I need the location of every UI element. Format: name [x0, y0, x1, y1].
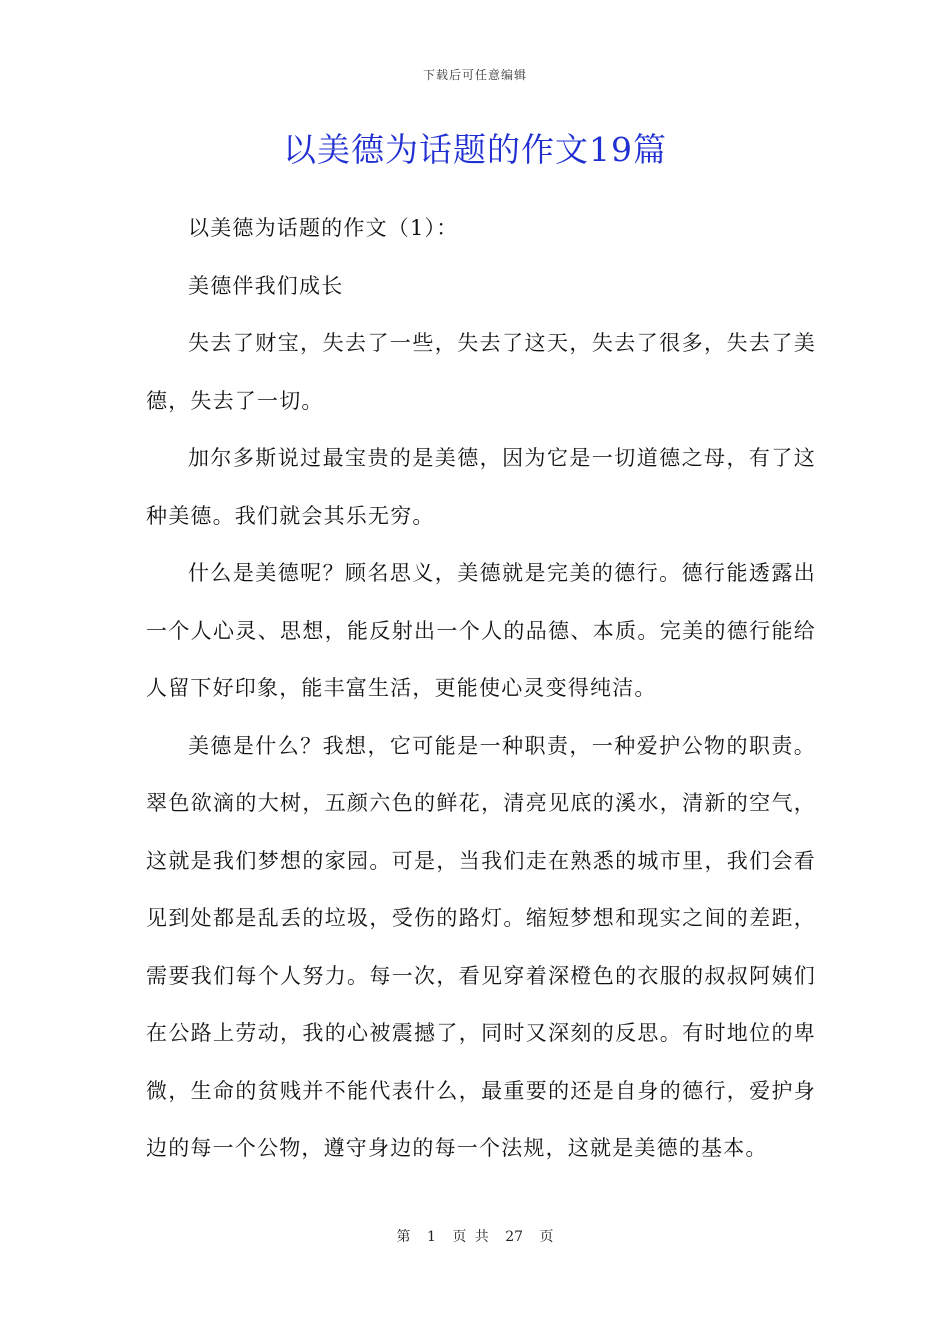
footer-middle: 页 共	[452, 1229, 489, 1245]
paragraph: 什么是美德呢？顾名思义，美德就是完美的德行。德行能透露出一个人心灵、思想，能反射出一个人的品德、本质。完美的德行能给人留下好印象，能丰富生活，更能使心灵变得纯洁。	[146, 561, 816, 700]
footer-suffix: 页	[539, 1229, 554, 1245]
header-note: 下载后可任意编辑	[422, 68, 527, 82]
footer-total-pages: 27	[505, 1229, 524, 1245]
paragraph: 失去了财宝，失去了一些，失去了这天，失去了很多，失去了美德，失去了一切。	[146, 331, 816, 413]
page-footer	[0, 1226, 950, 1246]
paragraph-subtitle: 美德伴我们成长	[188, 273, 344, 298]
paragraph: 美德是什么？我想，它可能是一种职责，一种爱护公物的职责。翠色欲滴的大树，五颜六色的鲜花，清亮见底的溪水，清新的空气，这就是我们梦想的家园。可是，当我们走在熟悉的城市里，我们会看见到处都是乱丢的垃圾，受伤的路灯。缩短梦想和现实之间的差距，需要我们每个人努力。每一次，看见穿着深橙色的衣服的叔叔阿姨们在公路上劳动，我的心被震撼了，同时又深刻的反思。有时地位的卑微，生命的贫贱并不能代表什么，最重要的还是自身的德行，爱护身边的每一个公物，遵守身边的每一个法规，这就是美德的基本。	[146, 733, 816, 1160]
footer-page-number: 1	[426, 1229, 436, 1245]
document-body	[146, 200, 816, 1178]
document-title: 以美德为话题的作文19篇	[283, 130, 667, 169]
paragraph: 加尔多斯说过最宝贵的是美德，因为它是一切道德之母，有了这种美德。我们就会其乐无穷。	[146, 446, 816, 528]
footer-prefix: 第	[396, 1229, 411, 1245]
paragraph-essay-heading: 以美德为话题的作文（1）：	[188, 216, 459, 240]
